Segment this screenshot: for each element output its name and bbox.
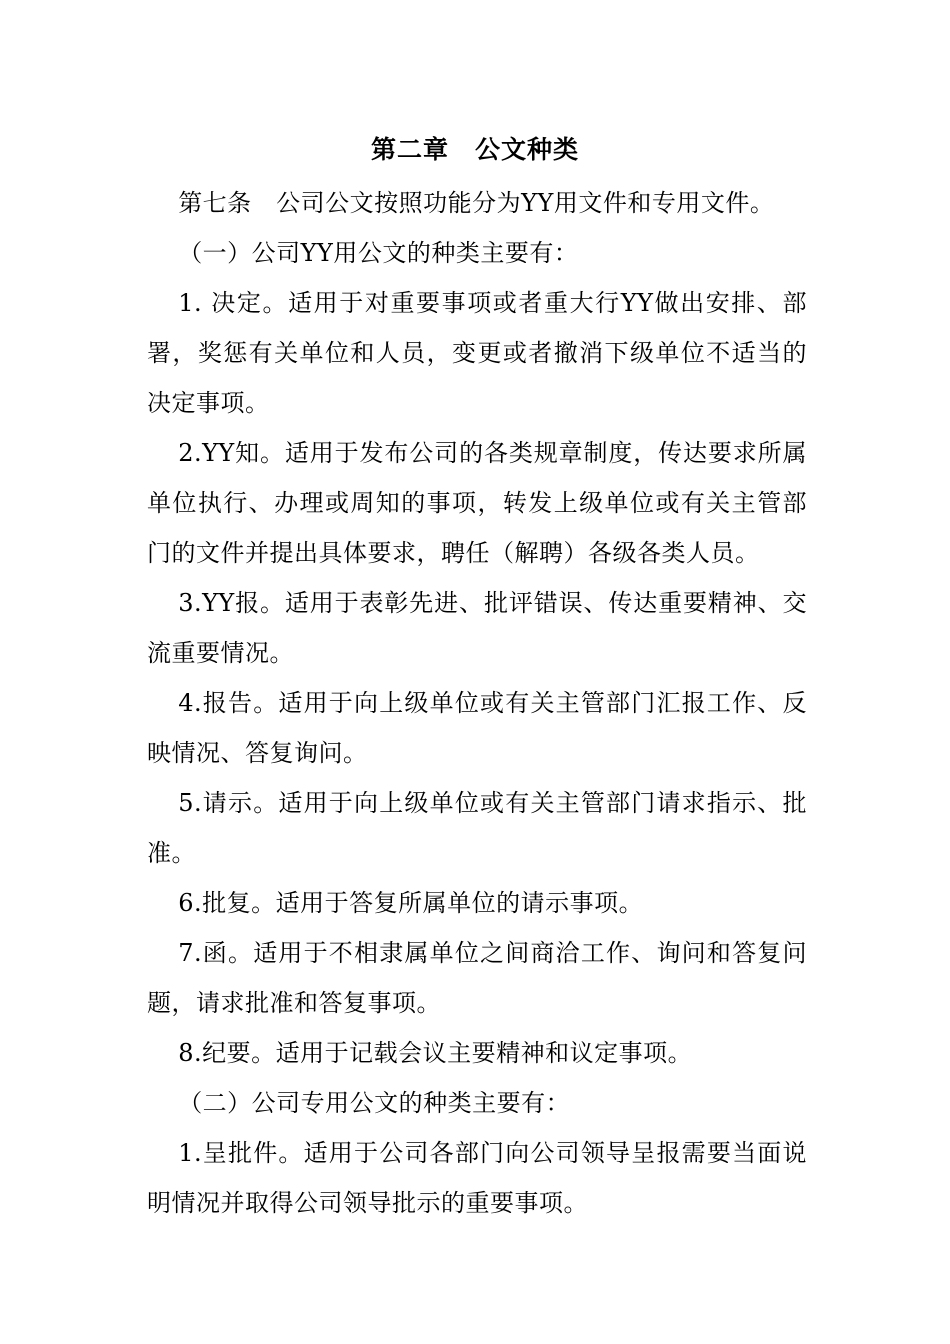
list-item: 6.批复。适用于答复所属单位的请示事项。: [178, 889, 644, 917]
list-item: 7.函。适用于不相隶属单位之间商洽工作、询问和答复问题，请求批准和答复事项。: [147, 939, 807, 1017]
general-docs-heading: （一）公司YY用公文的种类主要有：: [178, 239, 579, 267]
article-7-paragraph: 第七条 公司公文按照功能分为YY用文件和专用文件。: [178, 189, 775, 217]
list-item: 3.YY报。适用于表彰先进、批评错误、传达重要精神、交流重要情况。: [147, 589, 807, 667]
special-docs-heading: （二）公司专用公文的种类主要有：: [178, 1089, 571, 1117]
list-item: 1. 决定。适用于对重要事项或者重大行YY做出安排、部署，奖惩有关单位和人员，变更或者撤消下级单位不适当的决定事项。: [147, 289, 807, 417]
document-body: [147, 178, 807, 1228]
chapter-title: 第二章 公文种类: [370, 135, 579, 164]
list-item: 4.报告。适用于向上级单位或有关主管部门汇报工作、反映情况、答复询问。: [147, 689, 807, 767]
list-item: 8.纪要。适用于记载会议主要精神和议定事项。: [178, 1039, 693, 1067]
list-item: 1.呈批件。适用于公司各部门向公司领导呈报需要当面说明情况并取得公司领导批示的重要事项。: [147, 1139, 807, 1217]
list-item: 5.请示。适用于向上级单位或有关主管部门请求指示、批准。: [147, 789, 807, 867]
list-item: 2.YY知。适用于发布公司的各类规章制度，传达要求所属单位执行、办理或周知的事项，转发上级单位或有关主管部门的文件并提出具体要求，聘任（解聘）各级各类人员。: [147, 439, 807, 567]
